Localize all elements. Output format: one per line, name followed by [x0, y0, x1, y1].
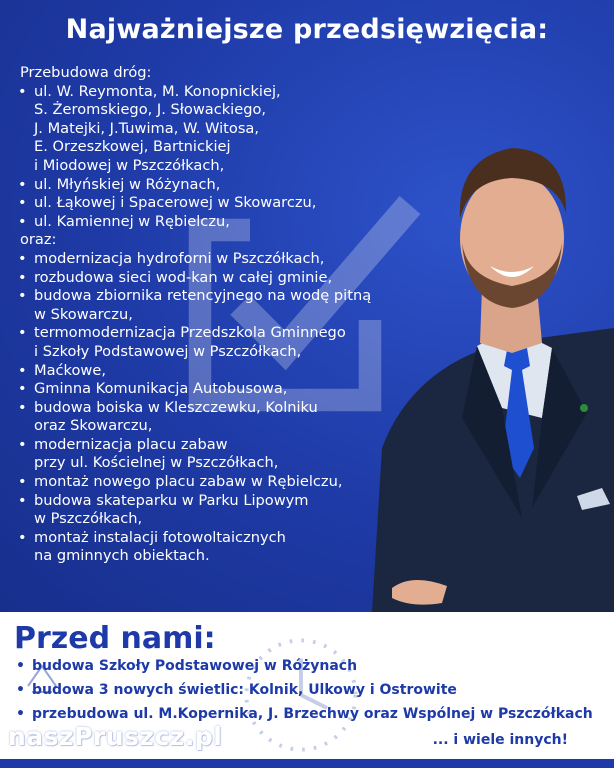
roads-list-item: • ul. Młyńskiej w Różynach,	[18, 176, 398, 195]
other-list-item: • modernizacja hydroforni w Pszczółkach,	[18, 250, 398, 269]
other-list-item: • montaż nowego placu zabaw w Rębielczu,	[18, 473, 398, 492]
future-list	[14, 656, 604, 728]
roads-list-item: • ul. Łąkowej i Spacerowej w Skowarczu,	[18, 194, 398, 213]
roads-list-item: • ul. Kamiennej w Rębielczu,	[18, 213, 398, 232]
future-title: Przed nami:	[14, 621, 216, 656]
future-panel	[0, 612, 614, 768]
roads-section-label: Przebudowa dróg:	[20, 64, 152, 81]
other-list-item: • Maćkowe,	[18, 362, 398, 381]
more-text: ... i wiele innych!	[432, 732, 568, 748]
watermark: naszPruszcz.pl	[8, 722, 223, 751]
other-list-item: • montaż instalacji fotowoltaicznych na gminnych obiektach.	[18, 529, 398, 566]
future-list-item: • przebudowa ul. M.Kopernika, J. Brzechwy oraz Wspólnej w Pszczółkach	[14, 704, 604, 728]
achievements-content	[18, 64, 398, 566]
other-list-item: • budowa boiska w Kleszczewku, Kolniku oraz Skowarczu,	[18, 399, 398, 436]
future-list-item: • budowa Szkoły Podstawowej w Różynach	[14, 656, 604, 680]
other-list-item: • budowa skateparku w Parku Lipowym w Pszczółkach,	[18, 492, 398, 529]
other-list-item: • termomodernizacja Przedszkola Gminnego i Szkoły Podstawowej w Pszczółkach,	[18, 324, 398, 361]
page-title: Najważniejsze przedsięwzięcia:	[65, 14, 549, 45]
other-section-label: oraz:	[20, 231, 57, 249]
future-list-item: • budowa 3 nowych świetlic: Kolnik, Ulkowy i Ostrowite	[14, 680, 604, 704]
other-list-item: • modernizacja placu zabaw przy ul. Kościelnej w Pszczółkach,	[18, 436, 398, 473]
roads-list	[18, 83, 398, 232]
bottom-strip	[0, 759, 614, 768]
other-list	[18, 250, 398, 566]
other-list-item: • budowa zbiornika retencyjnego na wodę pitną w Skowarczu,	[18, 287, 398, 324]
other-list-item: • Gminna Komunikacja Autobusowa,	[18, 380, 398, 399]
other-list-item: • rozbudowa sieci wod-kan w całej gminie,	[18, 269, 398, 288]
roads-list-item: • ul. W. Reymonta, M. Konopnickiej, S. Żeromskiego, J. Słowackiego, J. Matejki, J.Tuwima, W. Witosa, E. Orzeszkowej, Bartnickiej i Miodowej w Pszczółkach,	[18, 83, 398, 176]
